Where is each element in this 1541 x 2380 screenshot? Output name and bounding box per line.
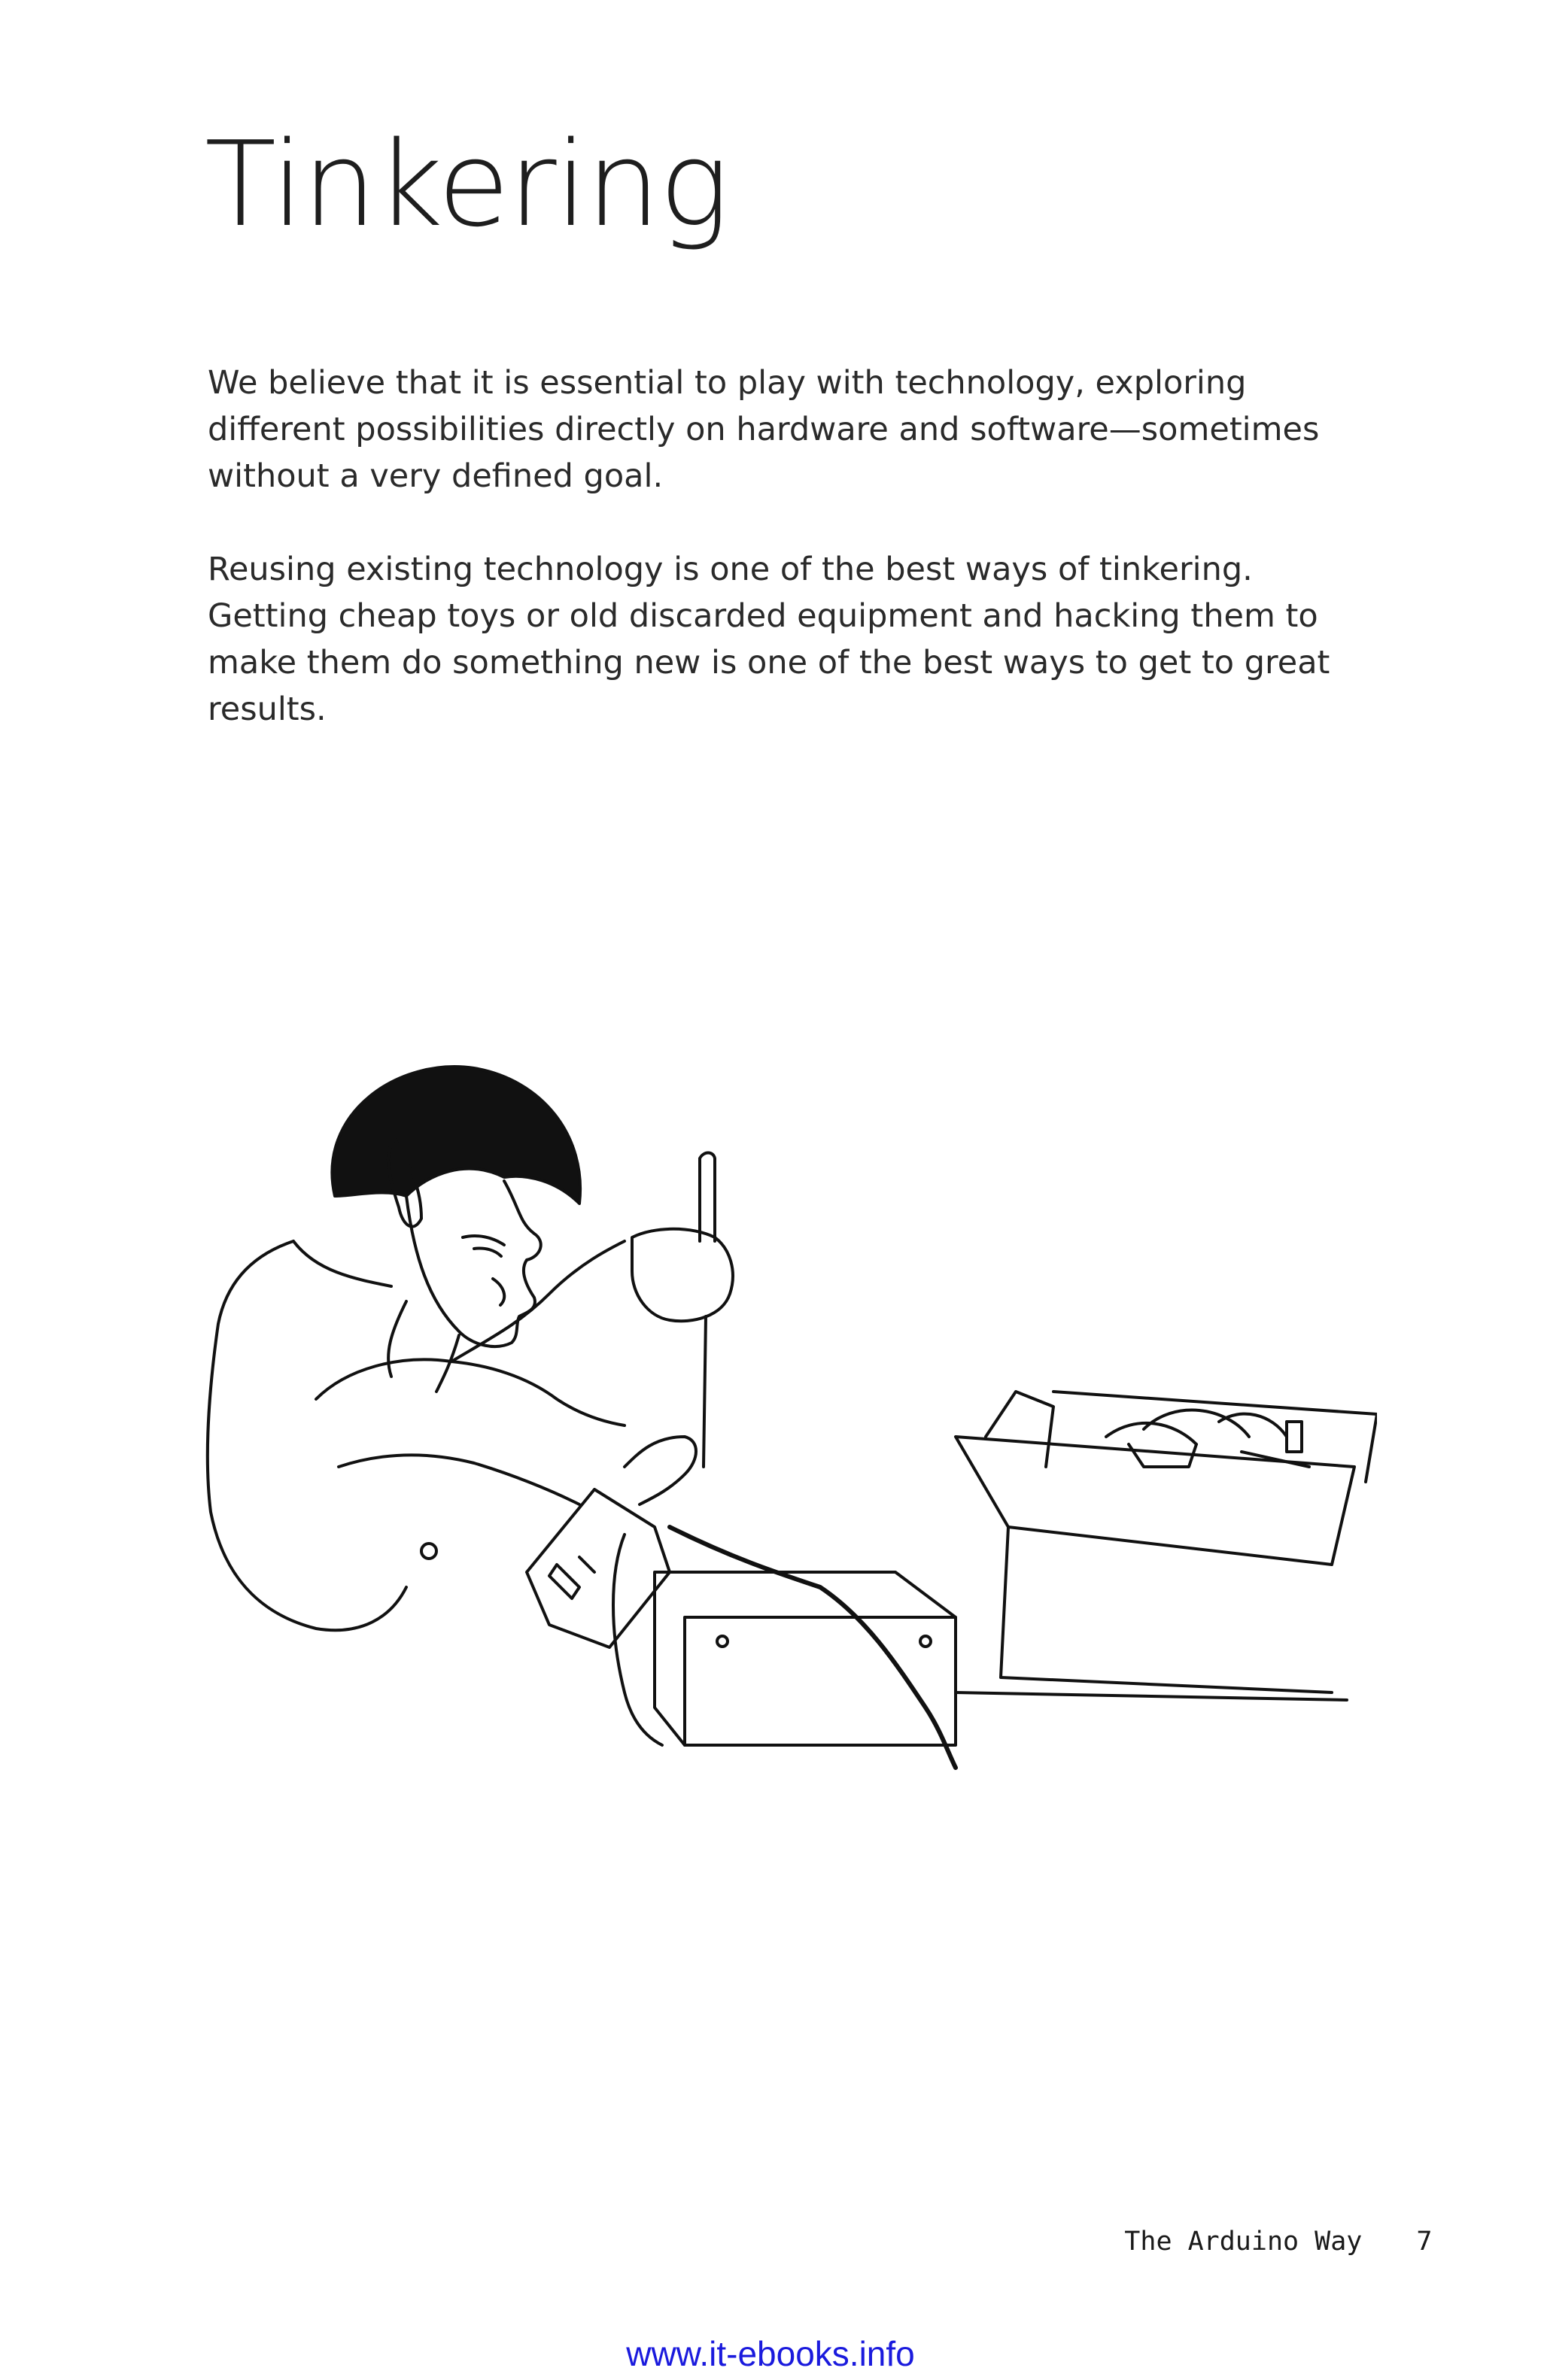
page-number: 7 (1416, 2227, 1433, 2257)
left-arm (316, 1359, 625, 1425)
tinkering-illustration (203, 1046, 1377, 1858)
paragraph-1: We believe that it is essential to play with technology, exploring different possibilities directly on hardware and software—sometimes without a very defined goal. (208, 364, 1320, 495)
body-text (208, 360, 1381, 779)
footer-section-title: The Arduino Way (1124, 2227, 1363, 2257)
twisted-cable (670, 1527, 956, 1768)
wires (1106, 1410, 1287, 1444)
watermark-link[interactable]: www.it-ebooks.info (626, 2334, 915, 2373)
face (406, 1181, 541, 1346)
hand (632, 1229, 733, 1321)
hair (332, 1067, 580, 1204)
page-title: Tinkering (205, 116, 728, 253)
open-box (956, 1437, 1354, 1565)
device (527, 1489, 670, 1647)
page-footer (1061, 2196, 1432, 2287)
shirt (208, 1241, 406, 1630)
screwdriver (700, 1153, 715, 1468)
power-box (655, 1572, 956, 1745)
paragraph-2: Reusing existing technology is one of the best ways of tinkering. Getting cheap toys or old discarded equipment and hacking them to make them do something new is one of the best ways to get to great results. (208, 551, 1330, 728)
